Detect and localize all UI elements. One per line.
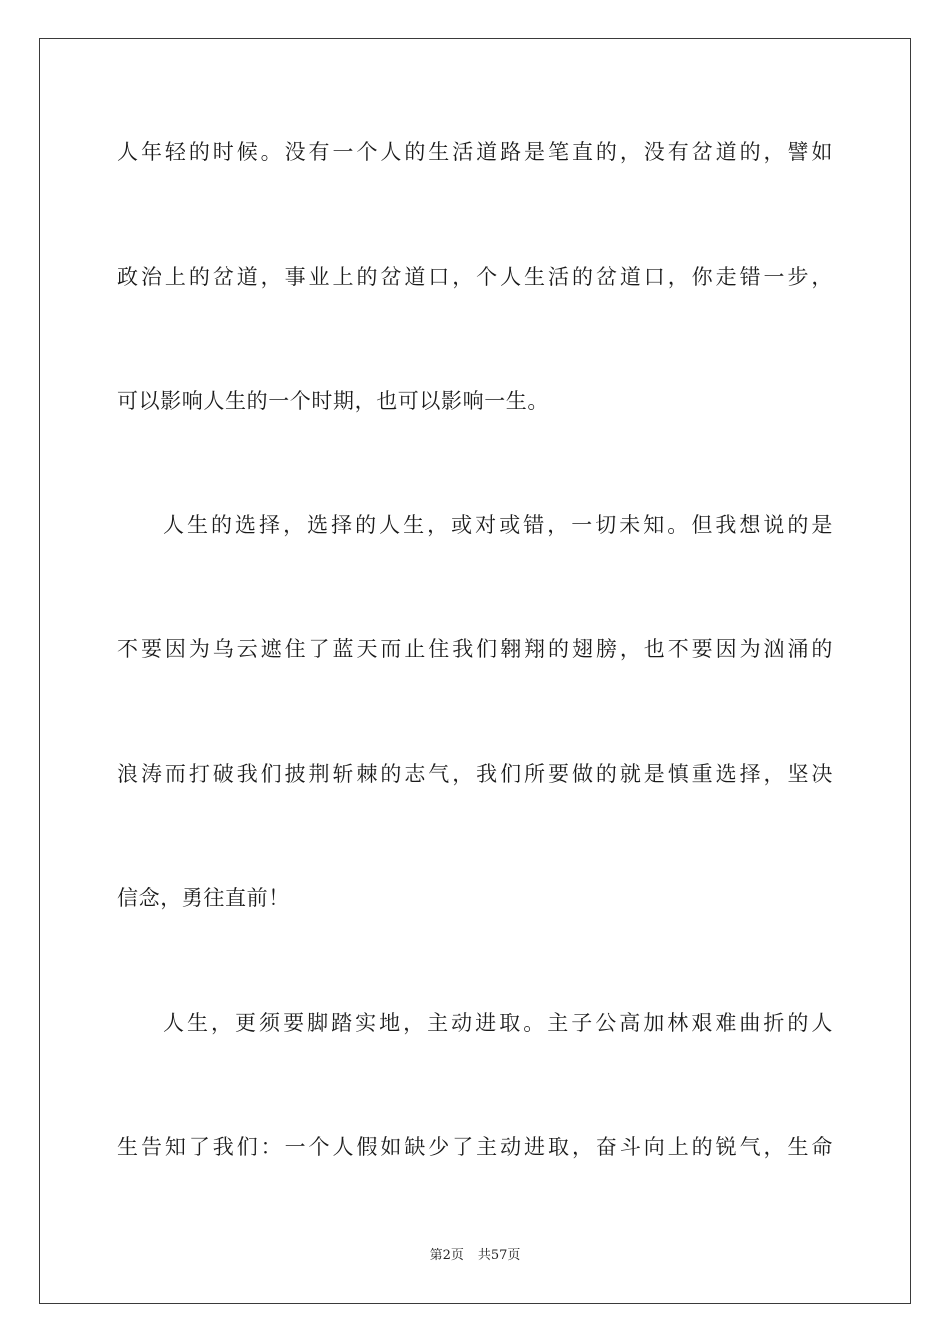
text-line-7: 信念，勇往直前！: [117, 886, 290, 910]
page-total: 共57页: [477, 1248, 521, 1263]
text-line-1: 人年轻的时候。没有一个人的生活道路是笔直的，没有岔道的，譬如: [117, 140, 833, 164]
text-line-8: 人生，更须要脚踏实地，主动进取。主子公高加林艰难曲折的人: [163, 1011, 833, 1035]
page-border: [39, 38, 911, 1304]
text-line-4: 人生的选择，选择的人生，或对或错，一切未知。但我想说的是: [163, 513, 833, 537]
text-line-6: 浪涛而打破我们披荆斩棘的志气，我们所要做的就是慎重选择，坚决: [117, 762, 833, 786]
text-line-2: 政治上的岔道，事业上的岔道口，个人生活的岔道口，你走错一步，: [117, 265, 833, 289]
text-line-5: 不要因为乌云遮住了蓝天而止住我们翱翔的翅膀，也不要因为汹涌的: [117, 637, 833, 661]
text-line-9: 生告知了我们：一个人假如缺少了主动进取，奋斗向上的锐气，生命: [117, 1135, 833, 1159]
page-number: 第2页: [429, 1248, 464, 1263]
text-line-3: 可以影响人生的一个时期，也可以影响一生。: [117, 389, 549, 413]
page-footer: [0, 1247, 950, 1265]
